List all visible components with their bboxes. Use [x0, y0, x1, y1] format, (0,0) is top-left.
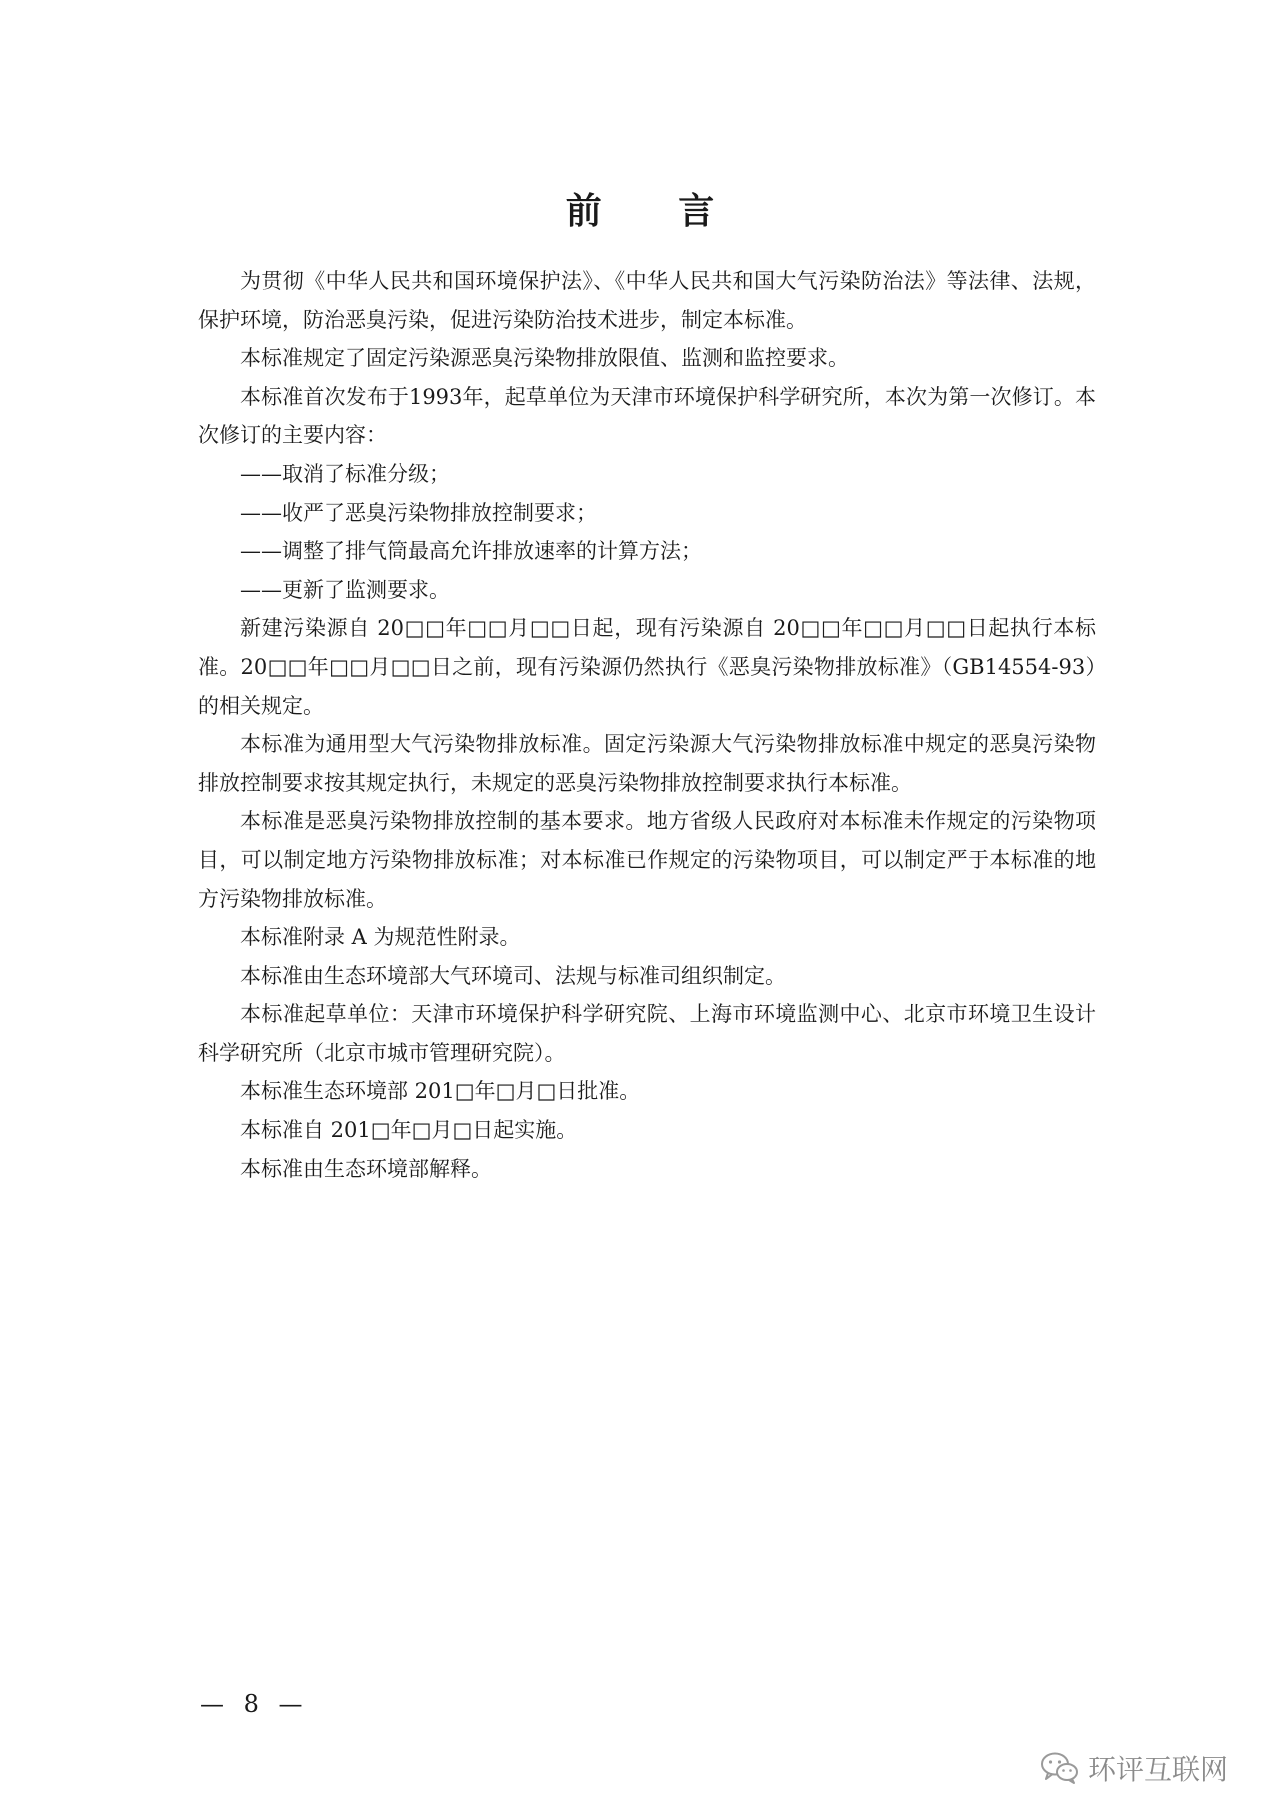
list-item: ——调整了排气筒最高允许排放速率的计算方法；	[240, 539, 702, 564]
paragraph: 本标准附录 A 为规范性附录。	[240, 925, 521, 950]
wechat-icon	[1040, 1751, 1080, 1785]
paragraph: 本标准由生态环境部大气环境司、法规与标准司组织制定。	[240, 963, 786, 988]
paragraph: 本标准生态环境部 201□年□月□日批准。	[240, 1079, 641, 1104]
paragraph: 本标准是恶臭污染物排放控制的基本要求。地方省级人民政府对本标准未作规定的污染物项目，可以制定地方污染物排放标准；对本标准已作规定的污染物项目，可以制定严于本标准的地方污染物排放标准。	[198, 809, 1096, 911]
paragraph: 本标准起草单位：天津市环境保护科学研究院、上海市环境监测中心、北京市环境卫生设计科学研究所（北京市城市管理研究院）。	[198, 1002, 1096, 1065]
paragraph: 本标准首次发布于1993年，起草单位为天津市环境保护科学研究所，本次为第一次修订。本次修订的主要内容：	[198, 384, 1096, 448]
page-number: — 8 —	[200, 1690, 309, 1718]
paragraph: 本标准自 201□年□月□日起实施。	[240, 1118, 578, 1143]
paragraph: 本标准由生态环境部解释。	[240, 1156, 492, 1181]
watermark-text: 环评互联网	[1088, 1753, 1229, 1786]
list-item: ——取消了标准分级；	[240, 461, 450, 486]
paragraph: 本标准为通用型大气污染物排放标准。固定污染源大气污染物排放标准中规定的恶臭污染物排放控制要求按其规定执行，未规定的恶臭污染物排放控制要求执行本标准。	[198, 732, 1096, 795]
paragraph: 新建污染源自 20□□年□□月□□日起，现有污染源自 20□□年□□月□□日起执行本标准。20□□年□□月□□日之前，现有污染源仍然执行《恶臭污染物排放标准》（GB14554-93）的相关规定。	[198, 616, 1096, 718]
page-title: 前 言	[565, 191, 747, 232]
body-text	[198, 262, 1096, 1188]
watermark	[1040, 1748, 1228, 1788]
paragraph: 为贯彻《中华人民共和国环境保护法》、《中华人民共和国大气污染防治法》等法律、法规，保护环境，防治恶臭污染，促进污染防治技术进步，制定本标准。	[198, 269, 1096, 332]
paragraph: 本标准规定了固定污染源恶臭污染物排放限值、监测和监控要求。	[240, 346, 849, 371]
list-item: ——更新了监测要求。	[240, 577, 450, 602]
list-item: ——收严了恶臭污染物排放控制要求；	[240, 500, 597, 525]
